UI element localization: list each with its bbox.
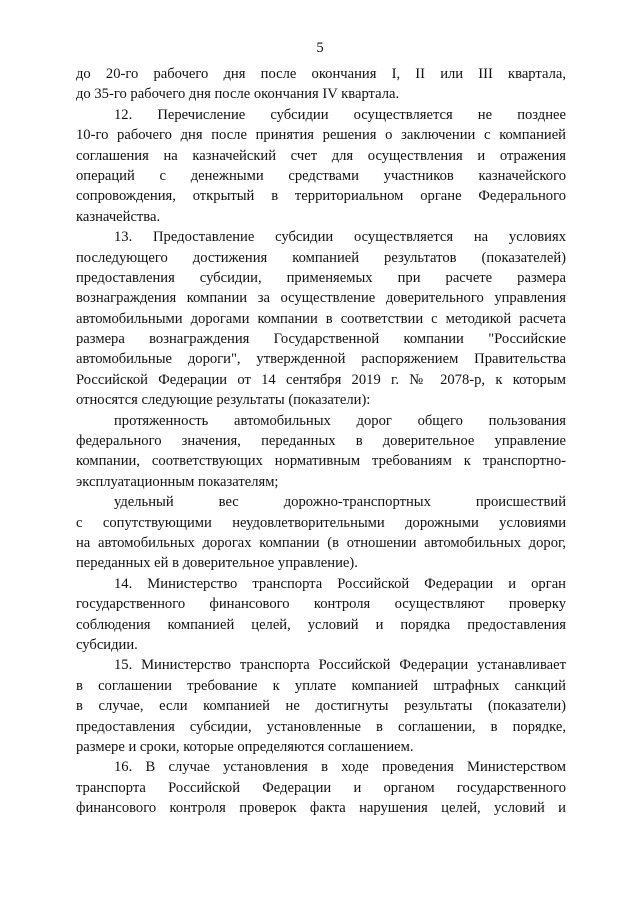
text-line: с сопутствующими неудовлетворительными дорожными условиями bbox=[76, 514, 566, 531]
text-line: субсидии. bbox=[76, 636, 138, 653]
text-line: вознаграждения компании за осуществление доверительного управления bbox=[76, 290, 566, 307]
text-line: компании, соответствующих нормативным требованиям к транспортно- bbox=[76, 453, 566, 470]
page-number: 5 bbox=[316, 40, 324, 56]
text-line: финансового контроля проверок факта нарушения целей, условий и bbox=[76, 800, 566, 817]
paragraph bbox=[76, 757, 566, 818]
text-line: автомобильными дорогами компании в соответствии с методикой расчета bbox=[76, 310, 566, 327]
text-line: соглашения на казначейский счет для осуществления и отражения bbox=[76, 147, 566, 164]
text-line: автомобильные дороги", утвержденной распоряжением Правительства bbox=[76, 351, 566, 368]
text-line: предоставления субсидии, применяемых при расчете размера bbox=[76, 269, 566, 286]
text-line: последующего достижения компанией результатов (показателей) bbox=[76, 249, 566, 266]
text-line: соблюдения компанией целей, условий и порядка предоставления bbox=[76, 616, 566, 633]
paragraph bbox=[76, 411, 566, 493]
text-line: переданных ей в доверительное управление). bbox=[76, 555, 358, 572]
text-line: 14. Министерство транспорта Российской Федерации и орган bbox=[114, 575, 566, 592]
text-line: 15. Министерство транспорта Российской Федерации устанавливает bbox=[114, 657, 566, 674]
text-line: эксплуатационным показателям; bbox=[76, 473, 279, 490]
document-body bbox=[76, 64, 566, 818]
text-line: до 20-го рабочего дня после окончания I, II или III квартала, bbox=[76, 66, 566, 82]
paragraph bbox=[76, 655, 566, 757]
text-line: размере и сроки, которые определяются соглашением. bbox=[76, 738, 414, 755]
text-line: на автомобильных дорогах компании (в отношении автомобильных дорог, bbox=[76, 534, 566, 551]
text-line: в соглашении требование к уплате компанией штрафных санкций bbox=[76, 677, 566, 694]
text-line: размера вознаграждения Государственной компании "Российские bbox=[76, 331, 566, 348]
text-line: 16. В случае установления в ходе проведения Министерством bbox=[114, 759, 566, 776]
text-line: федерального значения, переданных в доверительное управление bbox=[76, 433, 566, 450]
text-line: сопровождения, открытый в территориальном органе Федерального bbox=[76, 188, 566, 205]
text-line: в случае, если компанией не достигнуты результаты (показатели) bbox=[76, 698, 566, 715]
text-line: государственного финансового контроля осуществляют проверку bbox=[76, 596, 566, 613]
paragraph bbox=[76, 227, 566, 411]
text-line: предоставления субсидии, установленные в соглашении, в порядке, bbox=[76, 718, 566, 735]
text-line: до 35-го рабочего дня после окончания IV квартала. bbox=[76, 86, 400, 103]
text-line: Российской Федерации от 14 сентября 2019 г. № 2078-р, к которым bbox=[76, 371, 566, 388]
text-line: 10-го рабочего дня после принятия решения о заключении с компанией bbox=[76, 127, 566, 144]
text-line: операций с денежными средствами участников казначейского bbox=[76, 167, 566, 184]
paragraph bbox=[76, 492, 566, 574]
text-line: 13. Предоставление субсидии осуществляется на условиях bbox=[114, 229, 566, 246]
text-line: казначейства. bbox=[76, 208, 161, 225]
paragraph bbox=[76, 574, 566, 656]
text-line: удельный вес дорожно-транспортных происшествий bbox=[114, 494, 566, 511]
paragraph bbox=[76, 105, 566, 227]
text-line: относятся следующие результаты (показатели): bbox=[76, 392, 371, 409]
paragraph bbox=[76, 64, 566, 105]
text-line: протяженность автомобильных дорог общего пользования bbox=[114, 412, 566, 429]
text-line: 12. Перечисление субсидии осуществляется не позднее bbox=[114, 106, 566, 123]
text-line: транспорта Российской Федерации и органом государственного bbox=[76, 779, 566, 796]
